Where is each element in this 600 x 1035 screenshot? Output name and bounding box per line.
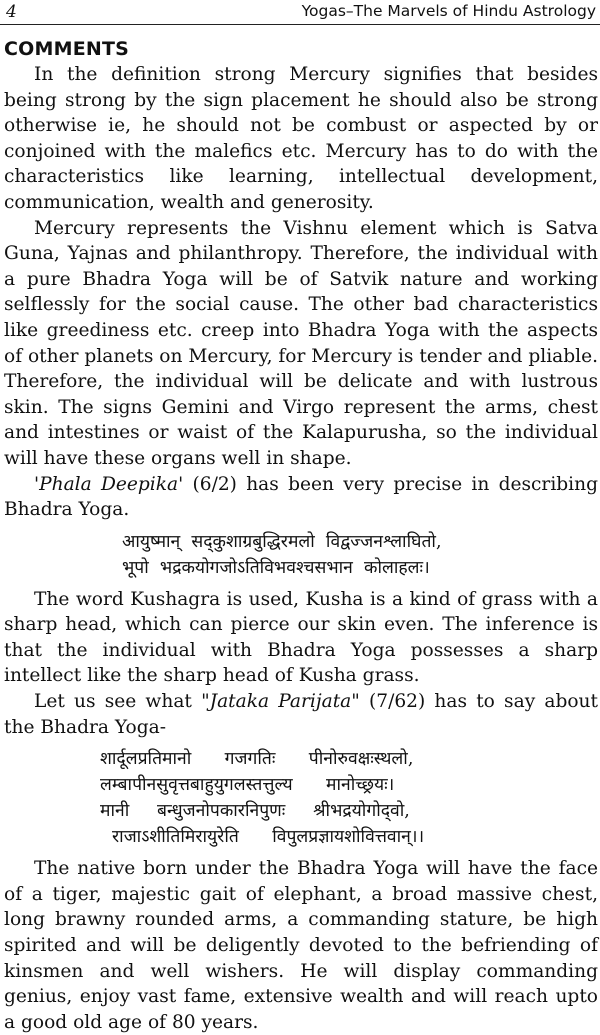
- sanskrit-verse: [4, 529, 598, 581]
- verse-line: मानी बन्धुजनोपकारनिपुणः श्रीभद्रयोगोद्‌वो,: [100, 801, 410, 822]
- paragraph: Let us see what "Jataka Parijata" (7/62) has to say about the Bhadra Yoga-: [4, 691, 599, 738]
- paragraph: In the definition strong Mercury signifies that besides being strong by the sign placement he should also be strong otherwise ie, he should not be combust or aspected by or conjoined with the malefics etc. Mercury has to do with the characteristics like learning, intellectual development, communication, wealth and generosity.: [4, 64, 598, 213]
- page-number: 4: [6, 2, 17, 22]
- verse-line: लम्बापीनसुवृत्तबाहुयुगलस्तत्तुल्य मानोच्छ्रयः।: [100, 775, 395, 796]
- paragraph: The native born under the Bhadra Yoga will have the face of a tiger, majestic gait of elephant, a broad massive chest, long brawny rounded arms, a commanding stature, be high spirited and will be deligently devoted to the befriending of kinsmen and well wishers. He will display commanding genius, enjoy vast fame, extensive wealth and will reach upto a good old age of 80 years.: [4, 858, 598, 1033]
- paragraph: The word Kushagra is used, Kusha is a kind of grass with a sharp head, which can pierce our skin even. The inference is that the individual with Bhadra Yoga possesses a sharp intellect like the sharp head of Kusha grass.: [4, 588, 598, 687]
- section-heading: COMMENTS: [4, 38, 130, 60]
- verse-line: भूपो भद्रकयोगजोऽतिविभवश्चसभान कोलाहलः।: [122, 557, 430, 578]
- verse-line: आयुष्मान् सद्‌कुशाग्रबुद्धिरमलो विद्वज्जनश्लाघितो,: [122, 531, 442, 552]
- paragraph: 'Phala Deepika' (6/2) has been very precise in describing Bhadra Yoga.: [4, 473, 598, 521]
- paragraph: Mercury represents the Vishnu element which is Satva Guna, Yajnas and philanthropy. Therefore, the individual with a pure Bhadra Yoga will be of Satvik nature and working selflessly for the social cause. The other bad characteristics like greediness etc. creep into Bhadra Yoga with the aspects of other planets on Mercury, for Mercury is tender and pliable. Therefore, the individual will be delicate and with lustrous skin. The signs Gemini and Virgo represent the arms, chest and intestines or waist of the Kalapurusha, so the individual will have these organs well in shape.: [4, 217, 598, 469]
- verse-line: शार्दूलप्रतिमानो गजगतिः पीनोरुवक्षःस्थलो,: [100, 749, 414, 770]
- book-title: "Jataka Parijata": [201, 691, 360, 713]
- sanskrit-verse: [4, 746, 598, 850]
- page-header: [0, 0, 600, 26]
- running-title: Yogas–The Marvels of Hindu Astrology: [301, 2, 596, 20]
- book-title: 'Phala Deepika': [34, 473, 184, 495]
- verse-line: राजाऽशीतिमिरायुरेति विपुलप्रज्ञायशोवित्तवान्।।: [112, 827, 425, 848]
- header-rule: [0, 24, 600, 25]
- page-body: [4, 36, 598, 1035]
